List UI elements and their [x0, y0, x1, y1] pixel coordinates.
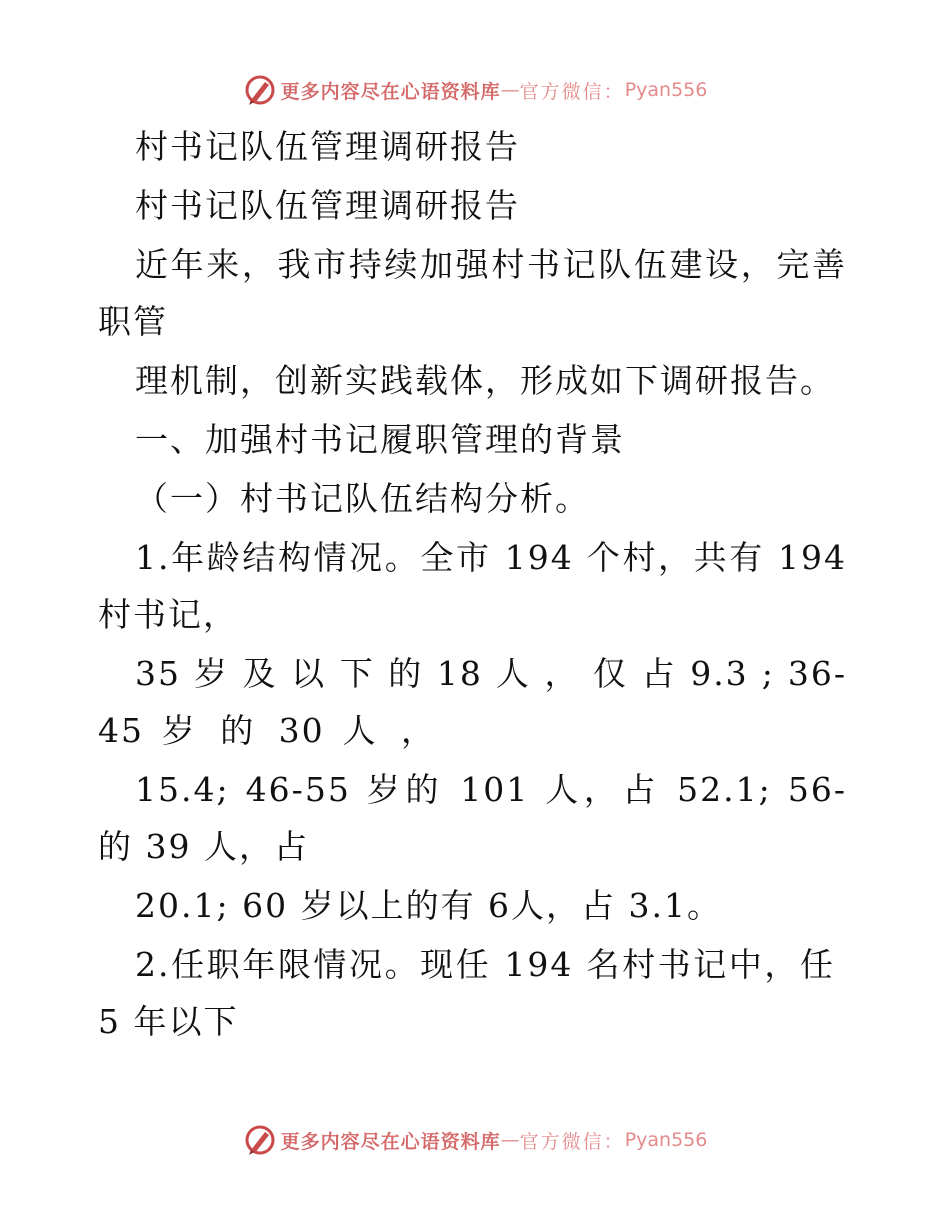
banner-wechat-id: Pyan556 [624, 79, 708, 101]
paragraph-line: 20.1; 60 岁以上的有 6人，占 3.1。 [135, 886, 723, 925]
paragraph-line: 5 年以下 [98, 1002, 239, 1041]
paragraph-line: 理机制，创新实践载体，形成如下调研报告。 [135, 361, 835, 400]
pen-circle-icon [243, 1123, 277, 1157]
doc-title-repeat: 村书记队伍管理调研报告 [135, 186, 520, 225]
paragraph-line: 近年来，我市持续加强村书记队伍建设，完善 [135, 245, 847, 284]
banner-wechat-id: Pyan556 [624, 1129, 708, 1151]
banner-wechat-label: 官方微信： [519, 1130, 625, 1153]
section-heading: 一、加强村书记履职管理的背景 [135, 420, 625, 459]
banner-wechat-label: 官方微信： [519, 80, 625, 103]
doc-title: 村书记队伍管理调研报告 [135, 127, 520, 166]
paragraph-line: 1.年龄结构情况。全市 194 个村，共有 194 [135, 538, 847, 577]
banner-separator: — [500, 79, 520, 101]
banner-separator: — [500, 1129, 520, 1151]
paragraph-line: 职管 [98, 302, 168, 341]
paragraph-line: 15.4; 46-55 岁的 101 人，占 52.1; 56- [135, 770, 847, 809]
banner-label: 更多内容尽在心语资料库 [280, 80, 501, 103]
subsection-heading: （一）村书记队伍结构分析。 [135, 479, 590, 518]
paragraph-line: 45 岁 的 30 人 ， [98, 711, 436, 750]
footer-banner [0, 1120, 950, 1160]
banner-label: 更多内容尽在心语资料库 [280, 1130, 501, 1153]
paragraph-line: 村书记， [98, 595, 238, 634]
paragraph-line: 的 39 人，占 [98, 827, 309, 866]
paragraph-line: 35 岁 及 以 下 的 18 人 ， 仅 占 9.3 ; 36- [135, 654, 847, 693]
paragraph-line: 2.任职年限情况。现任 194 名村书记中，任 [135, 945, 835, 984]
